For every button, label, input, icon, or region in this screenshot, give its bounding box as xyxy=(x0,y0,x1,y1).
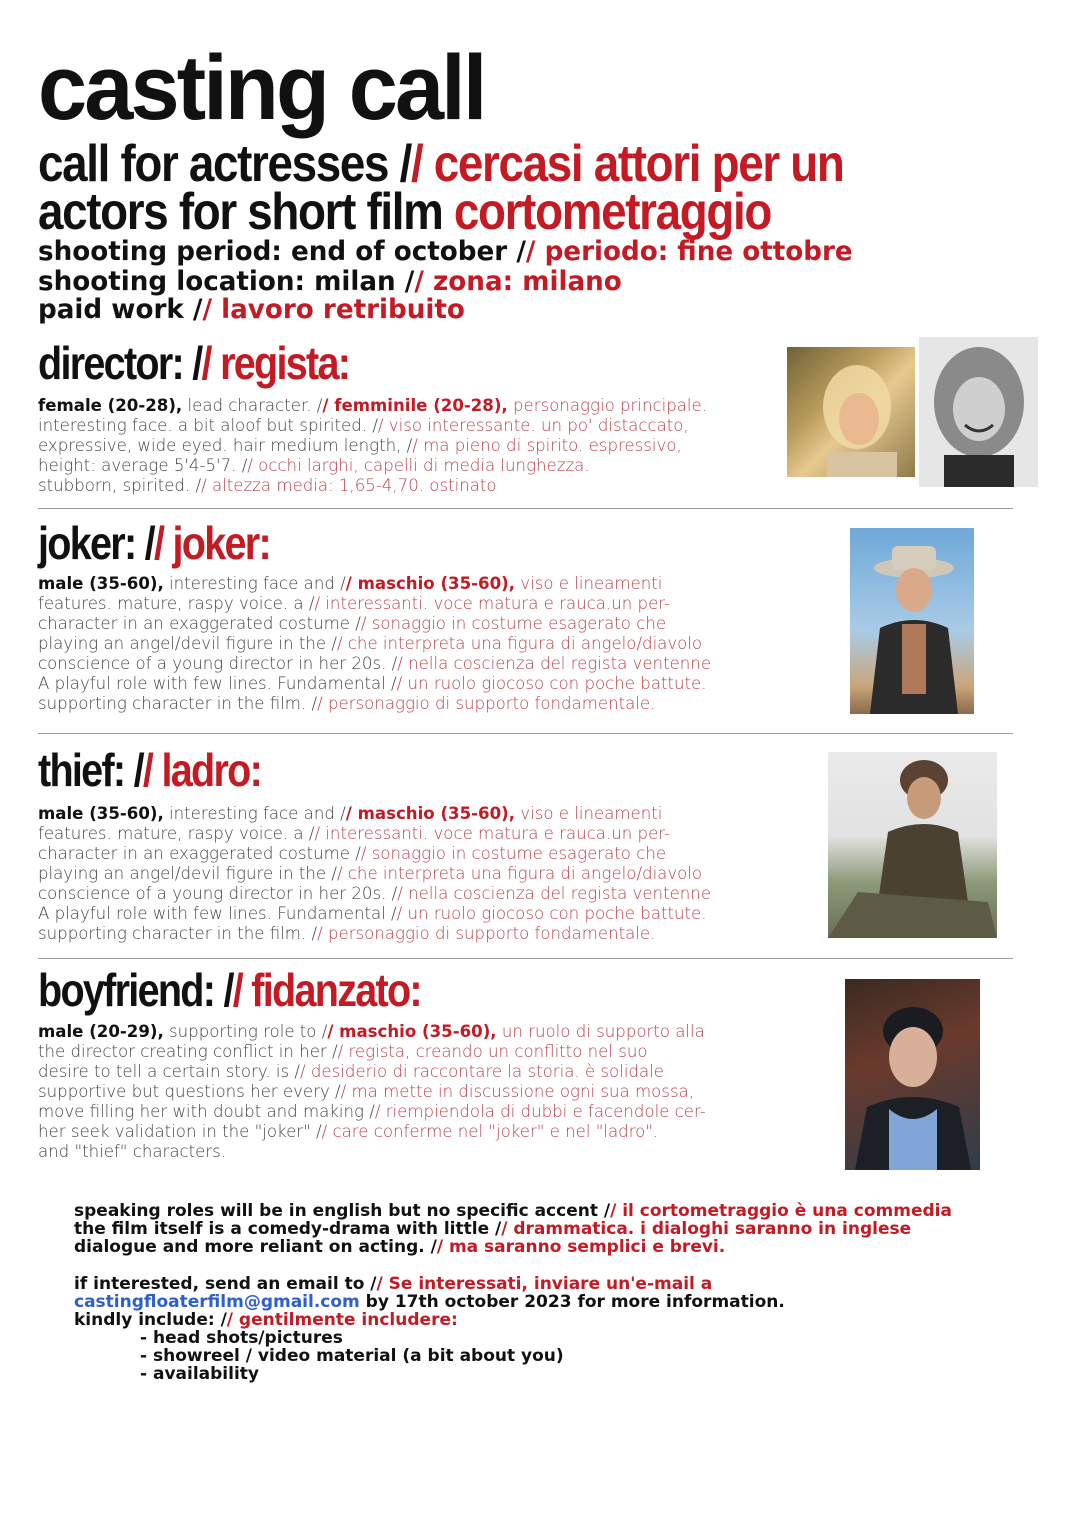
paid-work xyxy=(38,295,465,325)
description-it: / occhi larghi, capelli di media lunghezza. xyxy=(247,456,590,475)
deadline-text: by 17th october 2023 for more information. xyxy=(359,1292,785,1312)
description-line xyxy=(38,396,798,416)
subhead-line-2-en: actors for short film xyxy=(38,183,443,241)
description-line xyxy=(38,456,798,476)
italian-text xyxy=(508,396,707,415)
role-title-thief xyxy=(38,745,261,795)
italian-text xyxy=(300,1062,664,1081)
italian-text xyxy=(341,1082,694,1101)
description-en: her seek validation in the "joker" / xyxy=(38,1122,322,1141)
thief-reference-photo xyxy=(828,752,997,938)
description-line xyxy=(38,904,798,924)
description-line xyxy=(38,1142,798,1162)
description-en: and "thief" characters. xyxy=(38,1142,227,1161)
period-it: / periodo: fine ottobre xyxy=(525,236,853,267)
description-en: expressive, wide eyed. hair medium length, / xyxy=(38,436,413,455)
description-it-bold: / maschio (35-60), xyxy=(345,574,516,593)
section-divider xyxy=(38,733,1013,734)
description-en: interesting face. a bit aloof but spirited. / xyxy=(38,416,378,435)
description-line xyxy=(38,574,798,594)
italian-text xyxy=(346,574,515,593)
description-en: supporting character in the film. / xyxy=(38,694,318,713)
italian-text xyxy=(412,436,682,455)
description-it: / desiderio di raccontare la storia. è solidale xyxy=(300,1062,664,1081)
footer-line-it: / drammatica. i dialoghi saranno in inglese xyxy=(501,1219,912,1239)
italian-text xyxy=(515,574,662,593)
description-line xyxy=(38,674,798,694)
contact-line xyxy=(74,1275,785,1293)
description-it: viso e lineamenti xyxy=(515,804,663,823)
description-line xyxy=(38,1122,798,1142)
italian-text xyxy=(314,594,670,613)
role-title-it: / joker: xyxy=(153,517,270,569)
italian-text xyxy=(317,694,655,713)
description-en: A playful role with few lines. Fundamental / xyxy=(38,904,397,923)
subhead-line-2-it: cortometraggio xyxy=(453,183,772,241)
italian-text xyxy=(314,824,670,843)
description-it: / interessanti. voce matura e rauca.un per- xyxy=(314,824,671,843)
italian-text xyxy=(337,864,702,883)
description-en: supporting character in the film. / xyxy=(38,924,318,943)
description-en: conscience of a young director in her 20s. / xyxy=(38,654,398,673)
description-line xyxy=(38,436,798,456)
role-title-it: / regista: xyxy=(201,337,350,389)
description-en: A playful role with few lines. Fundamental / xyxy=(38,674,397,693)
description-en: playing an angel/devil figure in the / xyxy=(38,634,337,653)
footer-line-en: the film itself is a comedy-drama with little / xyxy=(74,1219,502,1239)
subhead-line-1-en: call for actresses / xyxy=(38,135,411,193)
description-line xyxy=(38,476,798,496)
footer-notes xyxy=(74,1202,952,1256)
description-en: character in an exaggerated costume / xyxy=(38,844,361,863)
role-description-joker xyxy=(38,574,798,714)
description-line xyxy=(38,654,798,674)
description-it: / un ruolo giocoso con poche battute. xyxy=(396,904,707,923)
description-line xyxy=(38,416,798,436)
portrait-illustration xyxy=(850,528,974,714)
role-description-boyfriend xyxy=(38,1022,798,1162)
description-it: / un ruolo giocoso con poche battute. xyxy=(396,674,707,693)
italian-text xyxy=(361,844,666,863)
role-title-boyfriend xyxy=(38,965,421,1015)
description-en: height: average 5'4-5'7. / xyxy=(38,456,248,475)
include-item: - showreel / video material (a bit about you) xyxy=(140,1346,564,1366)
italian-text xyxy=(515,804,662,823)
role-description-thief xyxy=(38,804,798,944)
italian-text xyxy=(497,1022,705,1041)
description-en: interesting face and / xyxy=(163,574,346,593)
description-it: / personaggio di supporto fondamentale. xyxy=(317,694,656,713)
description-it: / altezza media: 1,65-4,70. ostinato xyxy=(201,476,497,495)
description-line xyxy=(38,694,798,714)
italian-text xyxy=(397,654,711,673)
description-en-bold: female (20-28), xyxy=(38,396,183,415)
period-en: shooting period: end of october / xyxy=(38,236,526,267)
italian-text xyxy=(378,416,689,435)
include-item: - head shots/pictures xyxy=(140,1328,343,1348)
description-it: / nella coscienza del regista ventenne xyxy=(397,654,712,673)
description-line xyxy=(38,1082,798,1102)
italian-text xyxy=(327,1022,496,1041)
portrait-illustration xyxy=(845,979,980,1170)
description-en: features. mature, raspy voice. a / xyxy=(38,594,315,613)
page-title: casting call xyxy=(38,37,485,139)
description-en-bold: male (35-60), xyxy=(38,574,164,593)
role-title-it: / ladro: xyxy=(142,744,262,796)
footer-line-it: / il cortometraggio è una commedia xyxy=(610,1201,952,1221)
joker-reference-photo xyxy=(850,528,974,714)
description-line xyxy=(38,884,798,904)
contact-en: if interested, send an email to / xyxy=(74,1274,377,1294)
role-title-it: / fidanzato: xyxy=(232,964,421,1016)
footer-line-en: dialogue and more reliant on acting. / xyxy=(74,1237,437,1257)
italian-text xyxy=(397,674,707,693)
description-it: / ma mette in discussione ogni sua mossa, xyxy=(340,1082,695,1101)
italian-text xyxy=(397,904,707,923)
description-en: lead character. / xyxy=(182,396,323,415)
description-it: / interessanti. voce matura e rauca.un per- xyxy=(314,594,671,613)
description-it: / sonaggio in costume esagerato che xyxy=(360,614,667,633)
description-en: the director creating conflict in her / xyxy=(38,1042,338,1061)
description-it: un ruolo di supporto alla xyxy=(496,1022,705,1041)
description-it-bold: / maschio (35-60), xyxy=(345,804,516,823)
description-it: / che interpreta una figura di angelo/diavolo xyxy=(336,864,703,883)
italian-text xyxy=(247,456,589,475)
description-en: playing an angel/devil figure in the / xyxy=(38,864,337,883)
italian-text xyxy=(361,614,666,633)
footer-line xyxy=(74,1238,952,1256)
role-title-en: director: / xyxy=(38,337,202,389)
boyfriend-reference-photo xyxy=(845,979,980,1170)
description-en: supportive but questions her every / xyxy=(38,1082,341,1101)
description-en: interesting face and / xyxy=(163,804,346,823)
section-divider xyxy=(38,958,1013,959)
description-line xyxy=(38,1022,798,1042)
footer-line xyxy=(74,1220,952,1238)
description-line xyxy=(38,594,798,614)
description-en: desire to tell a certain story. is / xyxy=(38,1062,301,1081)
description-it: / personaggio di supporto fondamentale. xyxy=(317,924,656,943)
description-line xyxy=(38,844,798,864)
italian-text xyxy=(397,884,711,903)
email-line xyxy=(74,1293,785,1311)
description-en-bold: male (35-60), xyxy=(38,804,164,823)
description-line xyxy=(38,864,798,884)
shooting-location xyxy=(38,267,622,297)
italian-text xyxy=(322,396,507,415)
description-en: features. mature, raspy voice. a / xyxy=(38,824,315,843)
description-line xyxy=(38,1102,798,1122)
italian-text xyxy=(338,1042,648,1061)
section-divider xyxy=(38,508,1013,509)
description-it: / riempiendola di dubbi e facendole cer- xyxy=(374,1102,706,1121)
description-it: / ma pieno di spirito. espressivo, xyxy=(412,436,682,455)
description-en: character in an exaggerated costume / xyxy=(38,614,361,633)
shooting-period xyxy=(38,237,853,267)
description-line xyxy=(38,804,798,824)
include-line xyxy=(74,1311,785,1329)
description-it: / care conferme nel "joker" e nel "ladro". xyxy=(321,1122,659,1141)
description-en-bold: male (20-29), xyxy=(38,1022,164,1041)
description-it: / regista, creando un conflitto nel suo xyxy=(337,1042,648,1061)
italian-text xyxy=(201,476,496,495)
description-line xyxy=(38,634,798,654)
description-en: conscience of a young director in her 20s. / xyxy=(38,884,398,903)
italian-text xyxy=(322,1122,659,1141)
description-line xyxy=(38,824,798,844)
include-item: - availability xyxy=(140,1364,259,1384)
description-en: stubborn, spirited. / xyxy=(38,476,202,495)
description-line xyxy=(38,1062,798,1082)
description-it: / sonaggio in costume esagerato che xyxy=(360,844,667,863)
italian-text xyxy=(346,804,515,823)
footer-line-en: speaking roles will be in english but no specific accent / xyxy=(74,1201,611,1221)
paid-it: / lavoro retribuito xyxy=(202,294,465,325)
description-it: viso e lineamenti xyxy=(515,574,663,593)
description-it-bold: / maschio (35-60), xyxy=(327,1022,497,1041)
paid-en: paid work / xyxy=(38,294,203,325)
contact-it: / Se interessati, inviare un'e-mail a xyxy=(376,1274,713,1294)
include-it: / gentilmente includere: xyxy=(226,1310,458,1330)
role-description-director xyxy=(38,396,798,496)
description-it-bold: / femminile (20-28), xyxy=(322,396,508,415)
portrait-illustration xyxy=(828,752,997,938)
footer-line-it: / ma saranno semplici e brevi. xyxy=(436,1237,726,1257)
description-en: supporting role to / xyxy=(163,1022,328,1041)
location-en: shooting location: milan / xyxy=(38,266,415,297)
footer-line xyxy=(74,1202,952,1220)
italian-text xyxy=(337,634,702,653)
portrait-illustration xyxy=(787,347,915,477)
description-it: / viso interessante. un po' distaccato, xyxy=(377,416,689,435)
description-it: personaggio principale. xyxy=(507,396,708,415)
role-title-en: thief: / xyxy=(38,744,143,796)
portrait-illustration xyxy=(919,337,1038,487)
subhead-line-2 xyxy=(38,183,772,241)
description-it: / nella coscienza del regista ventenne xyxy=(397,884,712,903)
director-reference-photo-2 xyxy=(919,337,1038,487)
location-it: / zona: milano xyxy=(414,266,622,297)
description-line xyxy=(38,614,798,634)
role-title-en: joker: / xyxy=(38,517,154,569)
role-title-joker xyxy=(38,518,270,568)
italian-text xyxy=(317,924,655,943)
contact-info xyxy=(74,1275,785,1383)
role-title-en: boyfriend: / xyxy=(38,964,233,1016)
email-link[interactable]: castingfloaterfilm@gmail.com xyxy=(74,1292,360,1312)
description-en: move filling her with doubt and making / xyxy=(38,1102,375,1121)
description-it: / che interpreta una figura di angelo/diavolo xyxy=(336,634,703,653)
include-en: kindly include: / xyxy=(74,1310,227,1330)
director-reference-photo-1 xyxy=(787,347,915,477)
description-line xyxy=(38,924,798,944)
description-line xyxy=(38,1042,798,1062)
subhead-line-1-it: / cercasi attori per un xyxy=(410,135,844,193)
italian-text xyxy=(375,1102,706,1121)
role-title-director xyxy=(38,338,349,388)
